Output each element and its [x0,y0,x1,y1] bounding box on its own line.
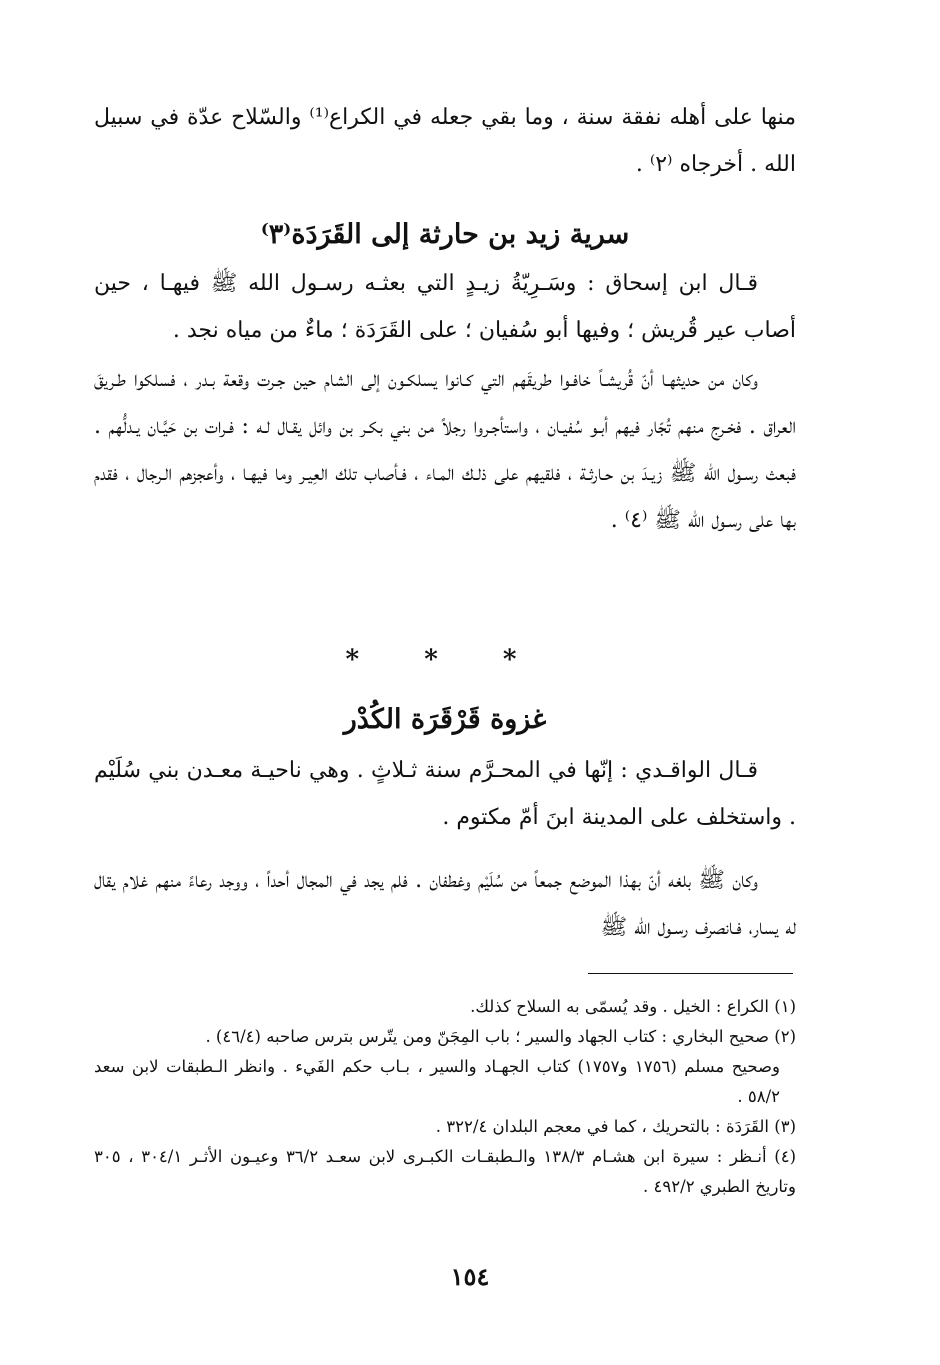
section-title-qarqarat-alkudr: غزوة قَرْقَرَة الكُدْر [343,704,547,735]
footnotes [94,992,796,1202]
paragraph-sulaym-ghatafan: وكان ﷺ بلغه أنّ بهذا الموضع جمعاً من سُلَيْم وغطفان . فلم يجد في المجال أحداً ، ووجد رعاءً منهم غلام يقال له يسار، فـانصرف رسـول الله ﷺ [94,868,796,940]
footnote-2-continued: وصحيح مسلم (١٧٥٦ و١٧٥٧) كتاب الجهـاد والسير ، بـاب حكم الفَيء . وانظر الـطبقات لابن سعد ٥٨/٢ . [94,1057,780,1106]
paragraph-waqidi: قـال الواقـدي : إنّها في المحـرَّم سنة ثـلاثٍ . وهي ناحيـة معـدن بني سُلَيْم . واستخلف على المدينة ابنَ أمّ مكتوم . [94,758,796,830]
paragraph-story-qarada: وكان من حديثهـا أنّ قُريشـاً خافـوا طريقَهم التي كـانوا يسلكـون إلى الشام حين جـرت وقعة بـدر ، فسلكوا طـريقَ العراق . فخـرج منهم تُجّار فيهم أبـو سُفيـان ، واستأجـروا رجلاً من بني بكـر بن وائل يقـال لـه : فـرات بن حَيَّـان يـدلُّهم . فبعث رسـول الله ﷺ زيـدَ بن حـارثـة ، فلقيهم على ذلـك المـاء ، فـأصاب تلك العِيـر وما فيهـا ، وأعجزهم الـرجال ، فقدم بها على رسـول الله ﷺ ⁽٤⁾ . [94,367,796,533]
footnote-3: (٣) القَرَدَة : بالتحريك ، كما في معجم البلدان ٣٢٢/٤ . [435,1117,796,1136]
section-title-qarada: سرية زيد بن حارثة إلى القَرَدَة⁽٣⁾ [260,219,630,250]
page-number: ١٥٤ [450,1262,490,1291]
paragraph-ibn-ishaq: قـال ابن إسحاق : وسَـرِيّةُ زيـدٍ التي بعثـه رسـول الله ﷺ فيهـا ، حين أصاب عير قُريش ؛ وفيها أبو سُفيان ؛ على القَرَدَة ؛ ماءٌ من مياه نجد . [94,271,796,343]
footnote-2: (٢) صحيح البخاري : كتاب الجهاد والسير ؛ باب المِجَنّ ومن يتّرس بترس صاحبه (٤٦/٤) . [205,1027,796,1046]
top-paragraph: منها على أهله نفقة سنة ، وما بقي جعله في الكراع⁽¹⁾ والسّلاح عدّة في سبيل الله . أخرجاه ⁽٢⁾ . [94,105,796,177]
footnote-1: (١) الكراع : الخيل . وقد يُسمّى به السلاح كذلك. [470,997,796,1016]
footnote-divider [588,973,793,974]
section-separator: * * * [345,645,545,675]
footnote-4: (٤) أنـظر : سيرة ابن هشـام ١٣٨/٣ والـطبقـات الكبـرى لابن سعـد ٣٦/٢ وعيـون الأثـر ٣٠٤/١ ، ٣٠٥ وتاريخ الطبري ٤٩٢/٢ . [94,1147,796,1196]
